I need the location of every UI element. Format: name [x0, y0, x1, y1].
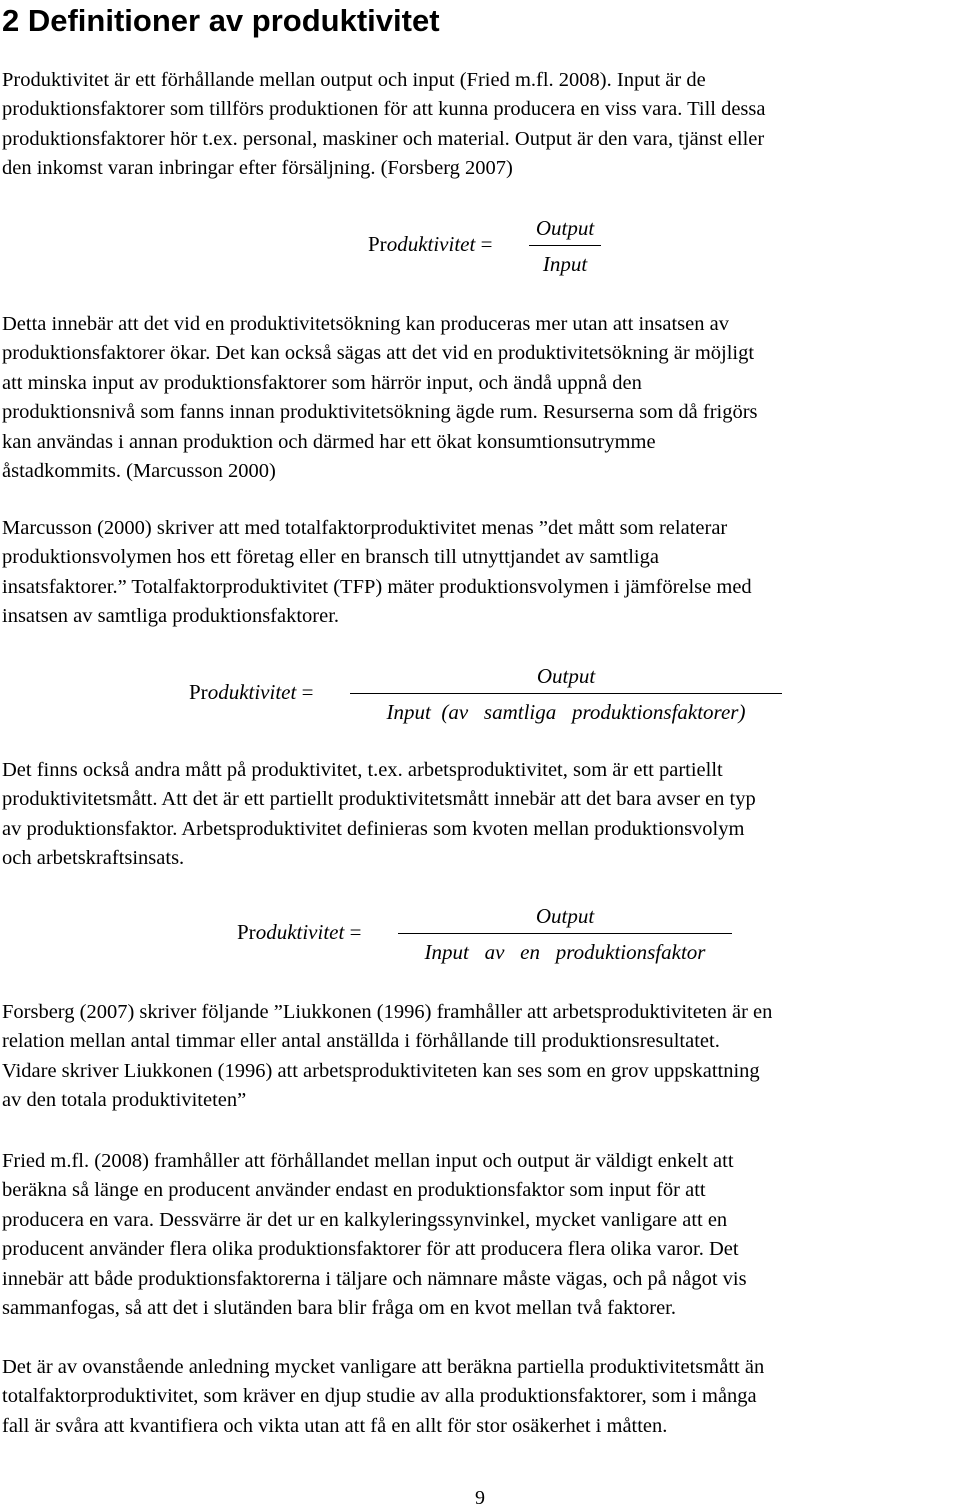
- text-line: att minska input av produktionsfaktorer som härrör input, och ändå uppnå den: [2, 371, 642, 394]
- paragraph-tfp: [2, 514, 958, 632]
- formula-numerator: Output: [536, 664, 596, 688]
- text-line: av den totala produktiviteten”: [2, 1089, 247, 1112]
- text-line: fall är svåra att kvantifiera och vikta utan att få en allt för stor osäkerhet i måtten.: [2, 1414, 668, 1437]
- formula-denominator: Input: [542, 252, 588, 276]
- formula-denominator: Input (av samtliga produktionsfaktorer): [386, 700, 746, 724]
- text-line: Produktivitet är ett förhållande mellan output och input (Fried m.fl. 2008). Input är de: [2, 69, 706, 91]
- formula-labour-productivity: [237, 902, 757, 976]
- text-line: relation mellan antal timmar eller antal anställda i förhållande till produktionsresultatet.: [2, 1030, 720, 1053]
- formula-fraction: [350, 662, 782, 726]
- paragraph-fried: [2, 1147, 958, 1323]
- text-line: produktionsvolymen hos ett företag eller en bransch till utnyttjandet av samtliga: [2, 546, 659, 569]
- text-line: den inkomst varan inbringar efter försäljning. (Forsberg 2007): [2, 157, 513, 180]
- text-line: insatsfaktorer.” Totalfaktorproduktivitet (TFP) mäter produktionsvolymen i jämförelse med: [2, 575, 752, 598]
- text-line: Det finns också andra mått på produktivitet, t.ex. arbetsproduktivitet, som är ett partiellt: [2, 759, 723, 781]
- text-line: Detta innebär att det vid en produktivitetsökning kan produceras mer utan att insatsen av: [2, 313, 729, 335]
- text-line: Fried m.fl. (2008) framhåller att förhållandet mellan input och output är väldigt enkelt att: [2, 1150, 734, 1172]
- formula-fraction: [529, 214, 601, 278]
- text-line: kan användas i annan produktion och därmed har ett ökat konsumtionsutrymme: [2, 430, 656, 453]
- fraction-bar: [350, 693, 782, 694]
- formula-productivity: [368, 214, 628, 284]
- formula-lhs: Produktivitet =: [237, 920, 362, 944]
- fraction-bar: [398, 933, 732, 934]
- formula-total-factor-productivity: [189, 662, 809, 736]
- paragraph-liukkonen: [2, 998, 958, 1116]
- paragraph-partial-productivity: [2, 756, 958, 874]
- text-line: produktionsfaktorer som tillförs produktionen för att kunna producera en viss vara. Till dessa: [2, 98, 766, 121]
- paragraph-definition: [2, 66, 958, 184]
- text-line: sammanfogas, så att det i slutänden bara blir fråga om en kvot mellan två faktorer.: [2, 1297, 676, 1320]
- text-line: Vidare skriver Liukkonen (1996) att arbetsproduktiviteten kan ses som en grov uppskattning: [2, 1059, 760, 1082]
- formula-numerator: Output: [535, 216, 595, 240]
- text-line: Det är av ovanstående anledning mycket vanligare att beräkna partiella produktivitetsmått än: [2, 1356, 765, 1378]
- section-heading: 2 Definitioner av produktivitet: [2, 3, 440, 38]
- text-line: beräkna så länge en producent använder endast en produktionsfaktor som input för att: [2, 1179, 706, 1202]
- text-line: produktivitetsmått. Att det är ett partiellt produktivitetsmått innebär att det bara avser en typ: [2, 788, 756, 811]
- formula-lhs: Produktivitet =: [368, 232, 493, 256]
- formula-fraction: [398, 902, 732, 966]
- formula-numerator: Output: [535, 904, 595, 928]
- formula-denominator: Input av en produktionsfaktor: [424, 940, 706, 964]
- text-line: produktionsfaktorer ökar. Det kan också sägas att det vid en produktivitetsökning är möjligt: [2, 342, 755, 365]
- paragraph-implication: [2, 310, 958, 486]
- text-line: produktionsnivå som fanns innan produktivitetsökning ägde rum. Resurserna som då frigörs: [2, 401, 758, 424]
- text-line: produktionsfaktorer hör t.ex. personal, maskiner och material. Output är den vara, tjänst eller: [2, 127, 765, 150]
- text-line: totalfaktorproduktivitet, som kräver en djup studie av alla produktionsfaktorer, som i många: [2, 1385, 757, 1408]
- text-line: och arbetskraftsinsats.: [2, 847, 185, 870]
- text-line: Marcusson (2000) skriver att med totalfaktorproduktivitet menas ”det mått som relaterar: [2, 517, 728, 539]
- text-line: insatsen av samtliga produktionsfaktorer.: [2, 605, 340, 628]
- text-line: innebär att både produktionsfaktorerna i täljare och nämnare måste vägas, och på något vis: [2, 1267, 747, 1290]
- text-line: Forsberg (2007) skriver följande ”Liukkonen (1996) framhåller att arbetsproduktiviteten är en: [2, 1001, 773, 1023]
- formula-lhs: Produktivitet =: [189, 680, 314, 704]
- text-line: åstadkommits. (Marcusson 2000): [2, 460, 276, 483]
- fraction-bar: [529, 245, 601, 246]
- page-number: 9: [475, 1487, 485, 1509]
- text-line: av produktionsfaktor. Arbetsproduktivitet definieras som kvoten mellan produktionsvolym: [2, 817, 745, 840]
- paragraph-conclusion: [2, 1353, 958, 1441]
- text-line: producera en vara. Dessvärre är det ur en kalkyleringssynvinkel, mycket vanligare att en: [2, 1208, 728, 1231]
- text-line: producent använder flera olika produktionsfaktorer för att producera flera olika varor. Det: [2, 1238, 739, 1261]
